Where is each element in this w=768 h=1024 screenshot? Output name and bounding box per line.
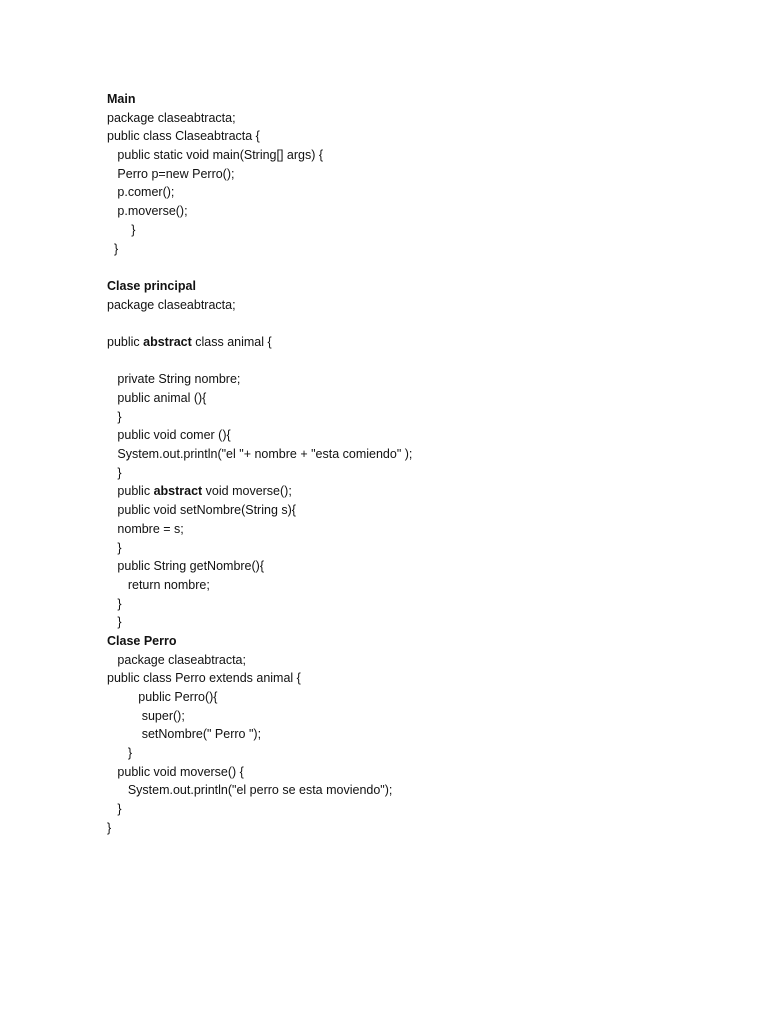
code-line: public abstract void moverse(); <box>107 484 292 499</box>
code-line: package claseabtracta; <box>107 110 236 125</box>
code-line: package claseabtracta; <box>107 297 236 312</box>
section-heading-clase-principal: Clase principal <box>107 278 196 293</box>
section-clase-principal <box>107 277 707 632</box>
code-line: public class Perro extends animal { <box>107 671 301 686</box>
code-line: setNombre(" Perro "); <box>107 727 262 742</box>
code-line: public void setNombre(String s){ <box>107 503 296 518</box>
code-line: public Perro(){ <box>107 690 218 704</box>
code-line: nombre = s; <box>107 521 184 536</box>
code-line: } <box>107 820 112 835</box>
code-line: } <box>107 409 122 424</box>
code-line: System.out.println("el perro se esta moviendo"); <box>107 783 393 798</box>
code-line: } <box>107 540 122 555</box>
code-line: public class Claseabtracta { <box>107 129 260 144</box>
code-line: } <box>107 615 122 630</box>
code-line: } <box>107 241 119 256</box>
code-line: public animal (){ <box>107 391 207 405</box>
keyword-bold: abstract <box>143 334 192 349</box>
blank-line <box>107 258 707 277</box>
code-line: public String getNombre(){ <box>107 559 265 574</box>
code-line: private String nombre; <box>107 372 241 387</box>
code-line: } <box>107 222 136 237</box>
code-line: public static void main(String[] args) { <box>107 148 324 163</box>
code-line: return nombre; <box>107 577 210 592</box>
code-line: p.comer(); <box>107 185 175 200</box>
code-line: } <box>107 746 133 761</box>
code-line: } <box>107 465 122 480</box>
code-line: public abstract class animal { <box>107 334 272 349</box>
code-line: p.moverse(); <box>107 204 188 219</box>
section-heading-main: Main <box>107 92 136 106</box>
code-line: System.out.println("el "+ nombre + "esta comiendo" ); <box>107 447 413 462</box>
section-heading-clase-perro: Clase Perro <box>107 633 177 648</box>
code-document <box>107 90 707 838</box>
code-line: package claseabtracta; <box>107 652 246 667</box>
code-line: } <box>107 596 122 611</box>
code-line: super(); <box>107 708 185 723</box>
code-line: public void moverse() { <box>107 764 244 779</box>
section-clase-perro <box>107 632 707 838</box>
blank-line <box>107 314 707 333</box>
blank-line <box>107 352 707 371</box>
code-line: public void comer (){ <box>107 428 231 443</box>
section-main <box>107 90 707 277</box>
keyword-bold: abstract <box>153 484 203 499</box>
code-line: } <box>107 802 122 817</box>
code-line: Perro p=new Perro(); <box>107 166 235 181</box>
